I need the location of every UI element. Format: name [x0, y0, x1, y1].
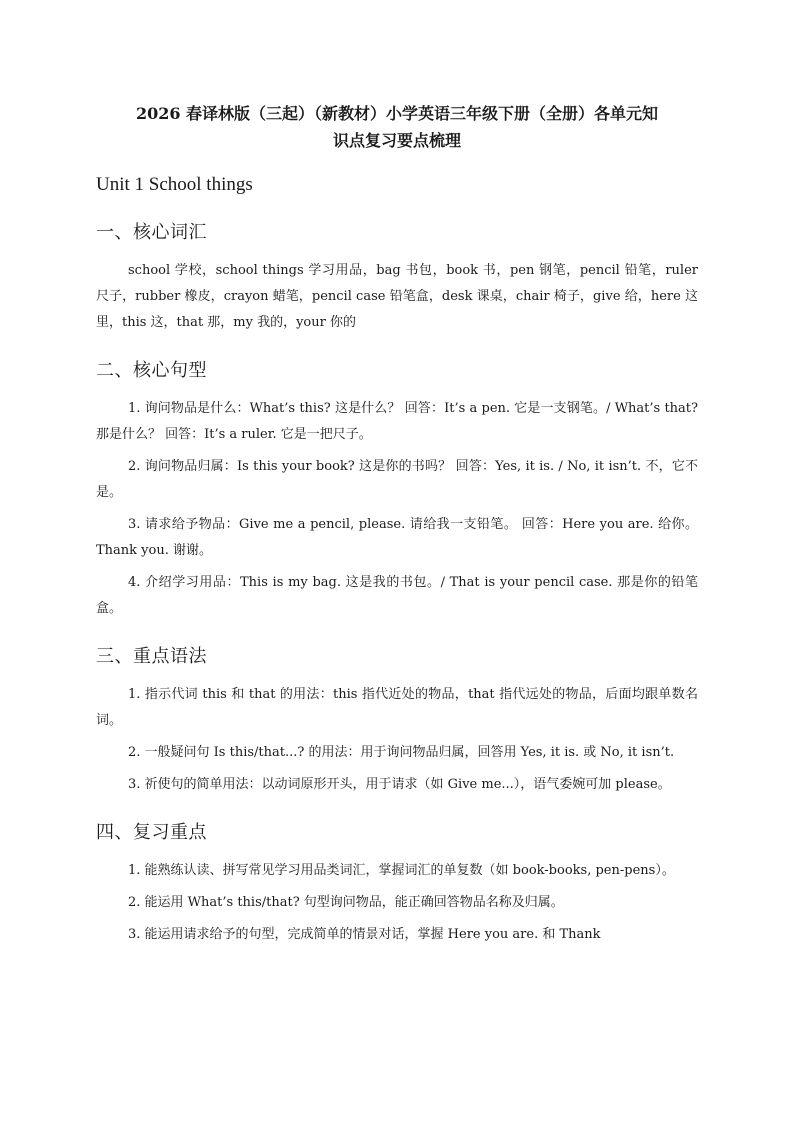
- section-heading: 三、重点语法: [96, 646, 207, 667]
- list-item: 2. 能运用 What’s this/that? 句型询问物品，能正确回答物品名称及归属。: [128, 895, 564, 910]
- list-item: 2. 询问物品归属：Is this your book? 这是你的书吗？ 回答：Yes, it is. / No, it isn’t. 不，它不是。: [96, 459, 698, 500]
- unit-title: Unit 1 School things: [96, 174, 253, 195]
- section-review: [96, 818, 698, 948]
- title-line-1: 2026 春译林版（三起）（新教材）小学英语三年级下册（全册）各单元知: [135, 104, 659, 123]
- section-vocabulary: [96, 218, 698, 336]
- document-page: [96, 100, 698, 968]
- list-item: 2. 一般疑问句 Is this/that...? 的用法：用于询问物品归属，回答用 Yes, it is. 或 No, it isn’t.: [128, 745, 675, 760]
- list-item: 4. 介绍学习用品：This is my bag. 这是我的书包。/ That is your pencil case. 那是你的铅笔盒。: [96, 575, 698, 616]
- section-heading: 一、核心词汇: [96, 222, 207, 243]
- document-title: [96, 100, 698, 154]
- section-grammar: [96, 642, 698, 798]
- list-item: 3. 祈使句的简单用法：以动词原形开头，用于请求（如 Give me...），语气委婉可加 please。: [128, 777, 671, 792]
- list-item: 1. 能熟练认读、拼写常见学习用品类词汇，掌握词汇的单复数（如 book-books, pen-pens）。: [128, 863, 675, 878]
- vocabulary-paragraph: school 学校，school things 学习用品，bag 书包，book 书，pen 钢笔，pencil 铅笔，ruler 尺子，rubber 橡皮，crayon 蜡笔，pencil case 铅笔盒，desk 课桌，chair 椅子，give 给，here 这里，this 这，that 那，my 我的，your 你的: [96, 263, 698, 330]
- title-line-2: 识点复习要点梳理: [332, 131, 461, 150]
- list-item: 1. 指示代词 this 和 that 的用法：this 指代近处的物品，that 指代远处的物品，后面均跟单数名词。: [96, 687, 698, 728]
- list-item: 3. 能运用请求给予的句型，完成简单的情景对话，掌握 Here you are. 和 Thank: [128, 927, 601, 942]
- list-item: 3. 请求给予物品：Give me a pencil, please. 请给我一支铅笔。 回答：Here you are. 给你。 Thank you. 谢谢。: [96, 517, 698, 558]
- list-item: 1. 询问物品是什么：What’s this? 这是什么？ 回答：It’s a pen. 它是一支钢笔。/ What’s that? 那是什么？ 回答：It’s a ruler. 它是一把尺子。: [96, 401, 698, 442]
- section-sentences: [96, 356, 698, 622]
- section-heading: 二、核心句型: [96, 360, 207, 381]
- section-heading: 四、复习重点: [96, 822, 207, 843]
